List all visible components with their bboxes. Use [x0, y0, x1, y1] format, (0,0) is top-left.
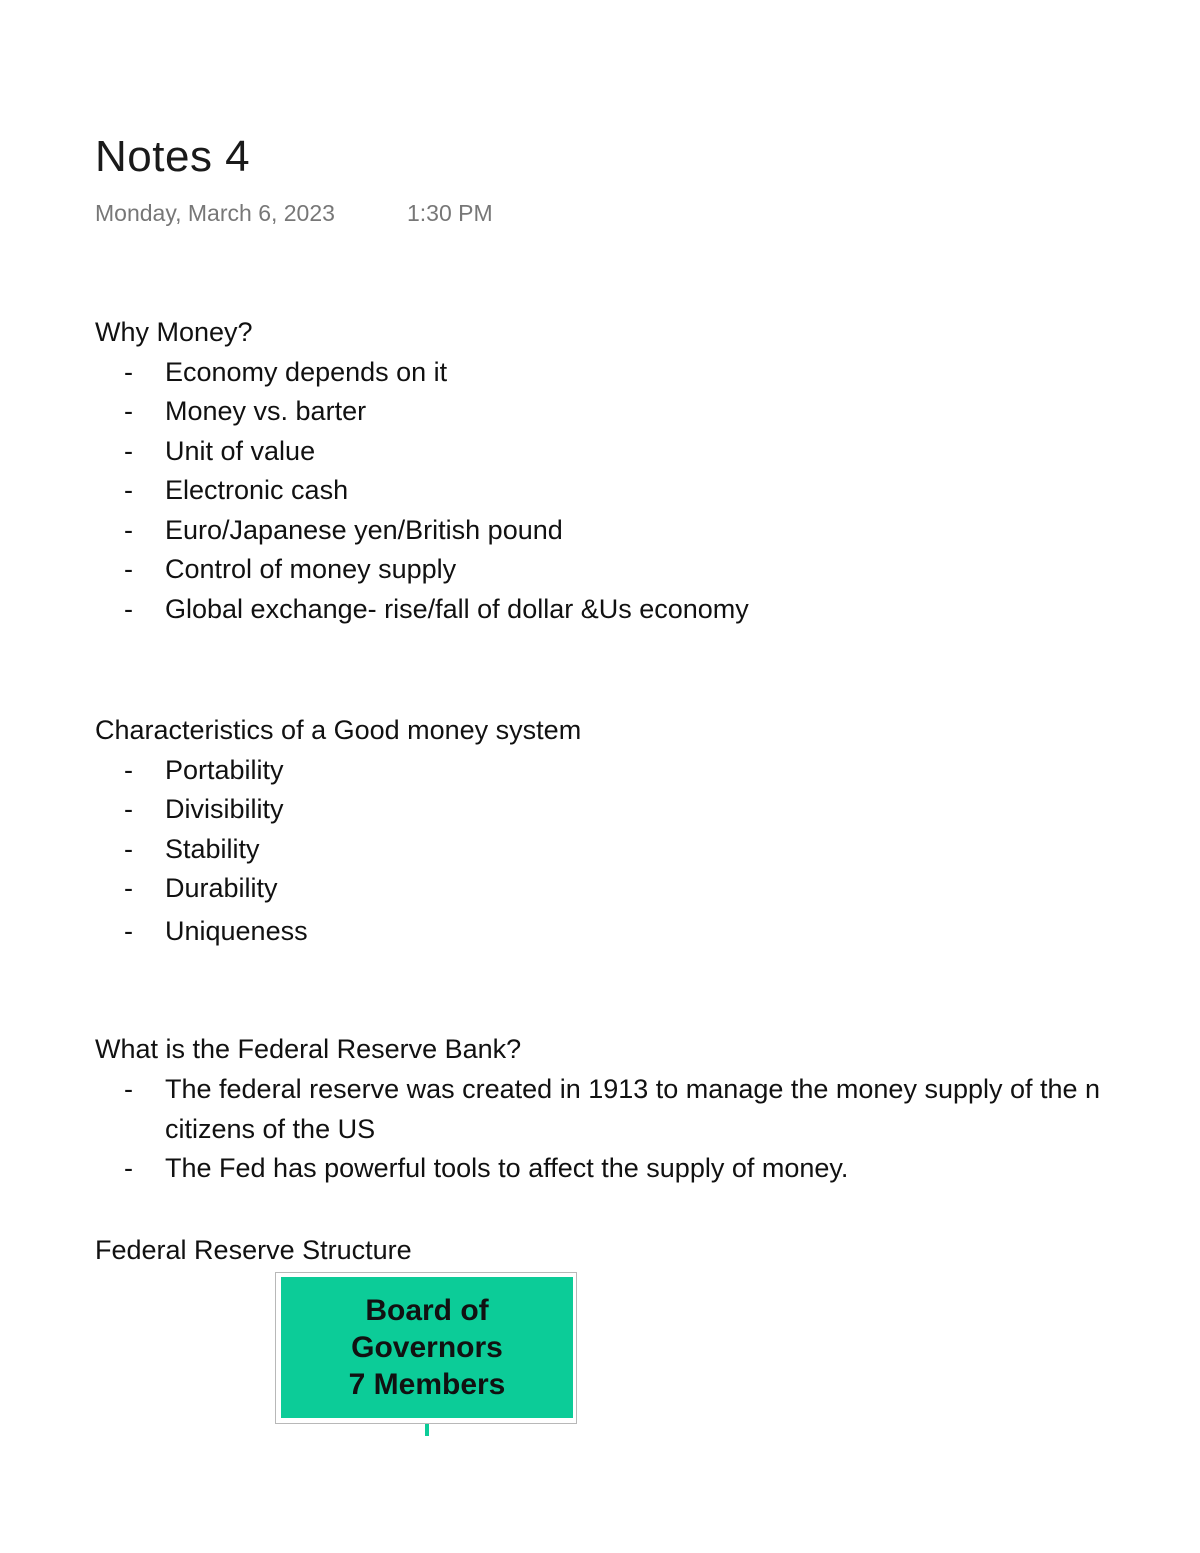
list-item: [0, 436, 1200, 476]
bullet-dash: -: [124, 475, 133, 505]
list-item-text: citizens of the US: [165, 1114, 376, 1144]
list-item-text: Uniqueness: [165, 916, 308, 946]
list-item: [0, 834, 1200, 874]
list-item-continuation: [0, 1114, 1200, 1154]
bullet-dash: -: [124, 873, 133, 903]
bullet-dash: -: [124, 755, 133, 785]
list-item-text: Euro/Japanese yen/British pound: [165, 515, 563, 545]
list-item-text: Electronic cash: [165, 475, 349, 505]
list-item: [0, 873, 1200, 913]
bullet-dash: -: [124, 1153, 133, 1183]
list-item: [0, 916, 1200, 956]
section-heading-structure: Federal Reserve Structure: [95, 1235, 412, 1265]
list-item-text: Economy depends on it: [165, 357, 448, 387]
list-item: [0, 475, 1200, 515]
bullet-dash: -: [124, 357, 133, 387]
bullet-dash: -: [124, 594, 133, 624]
list-item-text: Unit of value: [165, 436, 316, 466]
list-item: [0, 1074, 1200, 1114]
list-item-text: Durability: [165, 873, 278, 903]
section-heading-characteristics: Characteristics of a Good money system: [95, 715, 582, 745]
bullet-dash: -: [124, 515, 133, 545]
section-heading-why-money: Why Money?: [95, 317, 253, 347]
list-item-text: The federal reserve was created in 1913 to manage the money supply of the n: [165, 1074, 1101, 1104]
bullet-dash: -: [124, 916, 133, 946]
bullet-dash: -: [124, 834, 133, 864]
list-item: [0, 794, 1200, 834]
page-title: Notes 4: [95, 132, 251, 181]
bullet-dash: -: [124, 396, 133, 426]
list-item-text: Stability: [165, 834, 260, 864]
list-item-text: The Fed has powerful tools to affect the supply of money.: [165, 1153, 849, 1183]
list-item-text: Portability: [165, 755, 284, 785]
list-item-text: Global exchange- rise/fall of dollar &Us economy: [165, 594, 749, 624]
list-item: [0, 1153, 1200, 1193]
list-item: [0, 755, 1200, 795]
bullet-dash: -: [124, 794, 133, 824]
board-of-governors-label: [349, 1292, 506, 1403]
bullet-dash: -: [124, 554, 133, 584]
org-chart-connector: [425, 1424, 429, 1436]
list-item: [0, 594, 1200, 634]
board-label-line1: Board of: [365, 1294, 489, 1327]
list-item: [0, 554, 1200, 594]
board-label-line3: 7 Members: [348, 1368, 506, 1401]
list-item: [0, 515, 1200, 555]
list-item-text: Divisibility: [165, 794, 284, 824]
bullet-dash: -: [124, 1074, 133, 1104]
board-of-governors-box: [281, 1277, 573, 1418]
section-heading-federal-reserve: What is the Federal Reserve Bank?: [95, 1034, 522, 1064]
list-item-text: Control of money supply: [165, 554, 457, 584]
bullet-dash: -: [124, 436, 133, 466]
page-date: Monday, March 6, 2023: [95, 200, 335, 226]
list-item-text: Money vs. barter: [165, 396, 367, 426]
board-label-line2: Governors: [351, 1331, 503, 1364]
page-time: 1:30 PM: [407, 200, 493, 226]
list-item: [0, 357, 1200, 397]
list-item: [0, 396, 1200, 436]
